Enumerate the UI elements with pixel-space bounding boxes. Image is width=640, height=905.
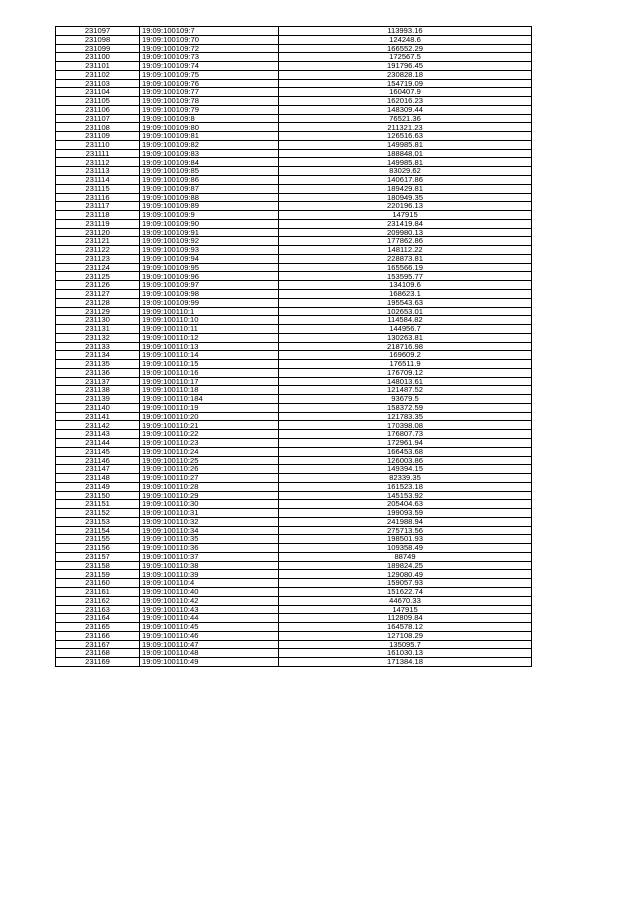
cadastral-code-cell: 19:09:100110:44 (140, 614, 279, 623)
amount-cell: 218716.98 (279, 342, 532, 351)
row-id-cell: 231098 (56, 35, 140, 44)
table-row (56, 44, 532, 53)
amount-cell: 149394.15 (279, 465, 532, 474)
row-id-cell: 231105 (56, 97, 140, 106)
amount-cell: 171384.18 (279, 658, 532, 667)
cadastral-code-cell: 19:09:100109:95 (140, 263, 279, 272)
row-id-cell: 231100 (56, 53, 140, 62)
amount-cell: 134109.6 (279, 281, 532, 290)
cadastral-code-cell: 19:09:100110:28 (140, 482, 279, 491)
cadastral-code-cell: 19:09:100110:1 (140, 307, 279, 316)
cadastral-code-cell: 19:09:100109:74 (140, 62, 279, 71)
table-row (56, 500, 532, 509)
row-id-cell: 231127 (56, 289, 140, 298)
table-row (56, 509, 532, 518)
table-row (56, 35, 532, 44)
table-row (56, 640, 532, 649)
amount-cell: 102653.01 (279, 307, 532, 316)
row-id-cell: 231155 (56, 535, 140, 544)
table-row (56, 623, 532, 632)
amount-cell: 140617.86 (279, 176, 532, 185)
table-row (56, 351, 532, 360)
amount-cell: 162016.23 (279, 97, 532, 106)
table-row (56, 395, 532, 404)
row-id-cell: 231125 (56, 272, 140, 281)
amount-cell: 168623.1 (279, 289, 532, 298)
cadastral-code-cell: 19:09:100110:45 (140, 623, 279, 632)
amount-cell: 161030.13 (279, 649, 532, 658)
cadastral-code-cell: 19:09:100110:37 (140, 552, 279, 561)
cadastral-code-cell: 19:09:100109:88 (140, 193, 279, 202)
row-id-cell: 231130 (56, 316, 140, 325)
cadastral-code-cell: 19:09:100110:17 (140, 377, 279, 386)
cadastral-code-cell: 19:09:100109:75 (140, 70, 279, 79)
table-row (56, 105, 532, 114)
table-row (56, 491, 532, 500)
cadastral-code-cell: 19:09:100110:24 (140, 447, 279, 456)
cadastral-code-cell: 19:09:100110:22 (140, 430, 279, 439)
table-row (56, 27, 532, 36)
row-id-cell: 231099 (56, 44, 140, 53)
row-id-cell: 231106 (56, 105, 140, 114)
row-id-cell: 231122 (56, 246, 140, 255)
table-row (56, 114, 532, 123)
row-id-cell: 231154 (56, 526, 140, 535)
table-row (56, 193, 532, 202)
amount-cell: 112809.84 (279, 614, 532, 623)
cadastral-code-cell: 19:09:100110:31 (140, 509, 279, 518)
row-id-cell: 231166 (56, 631, 140, 640)
table-row (56, 70, 532, 79)
table-row (56, 281, 532, 290)
amount-cell: 148309.44 (279, 105, 532, 114)
row-id-cell: 231126 (56, 281, 140, 290)
cadastral-code-cell: 19:09:100110:42 (140, 596, 279, 605)
cadastral-code-cell: 19:09:100109:94 (140, 254, 279, 263)
cadastral-code-cell: 19:09:100109:98 (140, 289, 279, 298)
table-row (56, 456, 532, 465)
amount-cell: 161523.18 (279, 482, 532, 491)
table-row (56, 552, 532, 561)
table-row (56, 79, 532, 88)
cadastral-code-cell: 19:09:100109:73 (140, 53, 279, 62)
amount-cell: 211321.23 (279, 123, 532, 132)
amount-cell: 189429.81 (279, 184, 532, 193)
cadastral-code-cell: 19:09:100109:80 (140, 123, 279, 132)
cadastral-code-cell: 19:09:100110:38 (140, 561, 279, 570)
row-id-cell: 231143 (56, 430, 140, 439)
table-row (56, 228, 532, 237)
table-row (56, 272, 532, 281)
cadastral-code-cell: 19:09:100109:87 (140, 184, 279, 193)
amount-cell: 195543.63 (279, 298, 532, 307)
amount-cell: 159057.93 (279, 579, 532, 588)
row-id-cell: 231118 (56, 211, 140, 220)
amount-cell: 126003.86 (279, 456, 532, 465)
table-row (56, 298, 532, 307)
row-id-cell: 231120 (56, 228, 140, 237)
row-id-cell: 231107 (56, 114, 140, 123)
amount-cell: 166453.68 (279, 447, 532, 456)
table-row (56, 246, 532, 255)
table-row (56, 211, 532, 220)
cadastral-code-cell: 19:09:100110:49 (140, 658, 279, 667)
cadastral-code-cell: 19:09:100109:9 (140, 211, 279, 220)
cadastral-code-cell: 19:09:100109:77 (140, 88, 279, 97)
amount-cell: 144956.7 (279, 325, 532, 334)
data-table (55, 26, 532, 667)
amount-cell: 44670.33 (279, 596, 532, 605)
table-row (56, 588, 532, 597)
amount-cell: 172961.94 (279, 438, 532, 447)
amount-cell: 230828.18 (279, 70, 532, 79)
table-row (56, 447, 532, 456)
row-id-cell: 231150 (56, 491, 140, 500)
table-row (56, 289, 532, 298)
row-id-cell: 231103 (56, 79, 140, 88)
row-id-cell: 231123 (56, 254, 140, 263)
table-row (56, 316, 532, 325)
amount-cell: 88749 (279, 552, 532, 561)
row-id-cell: 231159 (56, 570, 140, 579)
table-row (56, 412, 532, 421)
cadastral-code-cell: 19:09:100110:4 (140, 579, 279, 588)
row-id-cell: 231149 (56, 482, 140, 491)
table-row (56, 570, 532, 579)
amount-cell: 148112.22 (279, 246, 532, 255)
row-id-cell: 231132 (56, 333, 140, 342)
row-id-cell: 231108 (56, 123, 140, 132)
amount-cell: 165566.19 (279, 263, 532, 272)
amount-cell: 164578.12 (279, 623, 532, 632)
cadastral-code-cell: 19:09:100110:25 (140, 456, 279, 465)
cadastral-code-cell: 19:09:100109:72 (140, 44, 279, 53)
row-id-cell: 231151 (56, 500, 140, 509)
table-row (56, 386, 532, 395)
amount-cell: 135095.7 (279, 640, 532, 649)
cadastral-code-cell: 19:09:100109:92 (140, 237, 279, 246)
amount-cell: 220196.13 (279, 202, 532, 211)
amount-cell: 126516.63 (279, 132, 532, 141)
table-row (56, 97, 532, 106)
cadastral-code-cell: 19:09:100109:90 (140, 219, 279, 228)
cadastral-code-cell: 19:09:100109:7 (140, 27, 279, 36)
cadastral-code-cell: 19:09:100110:40 (140, 588, 279, 597)
amount-cell: 82339.35 (279, 474, 532, 483)
table-row (56, 184, 532, 193)
row-id-cell: 231161 (56, 588, 140, 597)
cadastral-code-cell: 19:09:100110:27 (140, 474, 279, 483)
amount-cell: 93679.5 (279, 395, 532, 404)
row-id-cell: 231128 (56, 298, 140, 307)
cadastral-code-cell: 19:09:100109:85 (140, 167, 279, 176)
table-row (56, 360, 532, 369)
cadastral-code-cell: 19:09:100109:93 (140, 246, 279, 255)
table-row (56, 535, 532, 544)
row-id-cell: 231146 (56, 456, 140, 465)
cadastral-code-cell: 19:09:100110:39 (140, 570, 279, 579)
row-id-cell: 231138 (56, 386, 140, 395)
table-row (56, 649, 532, 658)
amount-cell: 130263.81 (279, 333, 532, 342)
amount-cell: 148013.61 (279, 377, 532, 386)
amount-cell: 198501.93 (279, 535, 532, 544)
row-id-cell: 231139 (56, 395, 140, 404)
table-row (56, 88, 532, 97)
cadastral-code-cell: 19:09:100109:84 (140, 158, 279, 167)
row-id-cell: 231111 (56, 149, 140, 158)
amount-cell: 114584.82 (279, 316, 532, 325)
amount-cell: 121783.35 (279, 412, 532, 421)
amount-cell: 189824.25 (279, 561, 532, 570)
row-id-cell: 231148 (56, 474, 140, 483)
amount-cell: 158372.59 (279, 403, 532, 412)
amount-cell: 145153.92 (279, 491, 532, 500)
amount-cell: 83029.62 (279, 167, 532, 176)
table-row (56, 605, 532, 614)
cadastral-code-cell: 19:09:100109:83 (140, 149, 279, 158)
amount-cell: 191796.45 (279, 62, 532, 71)
table-row (56, 123, 532, 132)
row-id-cell: 231169 (56, 658, 140, 667)
cadastral-code-cell: 19:09:100110:29 (140, 491, 279, 500)
table-row (56, 132, 532, 141)
table-row (56, 430, 532, 439)
row-id-cell: 231157 (56, 552, 140, 561)
amount-cell: 231419.84 (279, 219, 532, 228)
amount-cell: 176709.12 (279, 368, 532, 377)
cadastral-code-cell: 19:09:100109:81 (140, 132, 279, 141)
cadastral-code-cell: 19:09:100110:12 (140, 333, 279, 342)
table-row (56, 421, 532, 430)
amount-cell: 147915 (279, 605, 532, 614)
row-id-cell: 231168 (56, 649, 140, 658)
amount-cell: 124248.6 (279, 35, 532, 44)
table-row (56, 140, 532, 149)
row-id-cell: 231147 (56, 465, 140, 474)
table-row (56, 377, 532, 386)
cadastral-code-cell: 19:09:100110:34 (140, 526, 279, 535)
cadastral-code-cell: 19:09:100110:47 (140, 640, 279, 649)
amount-cell: 177862.86 (279, 237, 532, 246)
amount-cell: 149985.81 (279, 140, 532, 149)
amount-cell: 172567.5 (279, 53, 532, 62)
cadastral-code-cell: 19:09:100110:26 (140, 465, 279, 474)
row-id-cell: 231134 (56, 351, 140, 360)
row-id-cell: 231136 (56, 368, 140, 377)
amount-cell: 199093.59 (279, 509, 532, 518)
table-row (56, 263, 532, 272)
row-id-cell: 231109 (56, 132, 140, 141)
amount-cell: 127108.29 (279, 631, 532, 640)
row-id-cell: 231117 (56, 202, 140, 211)
table-row (56, 307, 532, 316)
amount-cell: 151622.74 (279, 588, 532, 597)
row-id-cell: 231137 (56, 377, 140, 386)
amount-cell: 209980.13 (279, 228, 532, 237)
cadastral-code-cell: 19:09:100110:16 (140, 368, 279, 377)
cadastral-code-cell: 19:09:100109:76 (140, 79, 279, 88)
row-id-cell: 231165 (56, 623, 140, 632)
row-id-cell: 231135 (56, 360, 140, 369)
row-id-cell: 231144 (56, 438, 140, 447)
cadastral-code-cell: 19:09:100109:79 (140, 105, 279, 114)
amount-cell: 275713.56 (279, 526, 532, 535)
table-row (56, 465, 532, 474)
cadastral-code-cell: 19:09:100109:97 (140, 281, 279, 290)
table-row (56, 368, 532, 377)
amount-cell: 188848.01 (279, 149, 532, 158)
row-id-cell: 231133 (56, 342, 140, 351)
amount-cell: 180949.35 (279, 193, 532, 202)
cadastral-code-cell: 19:09:100110:43 (140, 605, 279, 614)
amount-cell: 170398.08 (279, 421, 532, 430)
row-id-cell: 231121 (56, 237, 140, 246)
row-id-cell: 231140 (56, 403, 140, 412)
cadastral-code-cell: 19:09:100110:184 (140, 395, 279, 404)
row-id-cell: 231156 (56, 544, 140, 553)
row-id-cell: 231131 (56, 325, 140, 334)
table-row (56, 149, 532, 158)
amount-cell: 129080.49 (279, 570, 532, 579)
amount-cell: 154719.09 (279, 79, 532, 88)
row-id-cell: 231158 (56, 561, 140, 570)
cadastral-code-cell: 19:09:100110:46 (140, 631, 279, 640)
table-row (56, 176, 532, 185)
cadastral-code-cell: 19:09:100110:20 (140, 412, 279, 421)
cadastral-code-cell: 19:09:100109:8 (140, 114, 279, 123)
row-id-cell: 231119 (56, 219, 140, 228)
row-id-cell: 231101 (56, 62, 140, 71)
cadastral-code-cell: 19:09:100110:36 (140, 544, 279, 553)
table-row (56, 202, 532, 211)
row-id-cell: 231142 (56, 421, 140, 430)
table-row (56, 219, 532, 228)
amount-cell: 241988.94 (279, 517, 532, 526)
table-row (56, 596, 532, 605)
cadastral-code-cell: 19:09:100110:32 (140, 517, 279, 526)
row-id-cell: 231097 (56, 27, 140, 36)
row-id-cell: 231167 (56, 640, 140, 649)
table-row (56, 403, 532, 412)
table-row (56, 544, 532, 553)
cadastral-code-cell: 19:09:100109:82 (140, 140, 279, 149)
amount-cell: 109358.49 (279, 544, 532, 553)
row-id-cell: 231110 (56, 140, 140, 149)
amount-cell: 147915 (279, 211, 532, 220)
cadastral-code-cell: 19:09:100110:30 (140, 500, 279, 509)
row-id-cell: 231153 (56, 517, 140, 526)
cadastral-code-cell: 19:09:100110:19 (140, 403, 279, 412)
amount-cell: 176807.73 (279, 430, 532, 439)
cadastral-code-cell: 19:09:100110:11 (140, 325, 279, 334)
cadastral-code-cell: 19:09:100109:96 (140, 272, 279, 281)
table-row (56, 614, 532, 623)
row-id-cell: 231116 (56, 193, 140, 202)
table-row (56, 62, 532, 71)
cadastral-code-cell: 19:09:100110:14 (140, 351, 279, 360)
table-row (56, 517, 532, 526)
row-id-cell: 231163 (56, 605, 140, 614)
table-row (56, 158, 532, 167)
row-id-cell: 231160 (56, 579, 140, 588)
cadastral-code-cell: 19:09:100110:48 (140, 649, 279, 658)
amount-cell: 176511.9 (279, 360, 532, 369)
table-row (56, 658, 532, 667)
cadastral-code-cell: 19:09:100109:78 (140, 97, 279, 106)
table-row (56, 237, 532, 246)
amount-cell: 160407.9 (279, 88, 532, 97)
row-id-cell: 231145 (56, 447, 140, 456)
cadastral-code-cell: 19:09:100110:21 (140, 421, 279, 430)
cadastral-code-cell: 19:09:100109:91 (140, 228, 279, 237)
row-id-cell: 231152 (56, 509, 140, 518)
table-row (56, 167, 532, 176)
cadastral-code-cell: 19:09:100110:18 (140, 386, 279, 395)
row-id-cell: 231164 (56, 614, 140, 623)
table-row (56, 342, 532, 351)
table-row (56, 631, 532, 640)
cadastral-code-cell: 19:09:100110:35 (140, 535, 279, 544)
cadastral-code-cell: 19:09:100109:70 (140, 35, 279, 44)
table-row (56, 526, 532, 535)
cadastral-code-cell: 19:09:100110:15 (140, 360, 279, 369)
cadastral-code-cell: 19:09:100109:99 (140, 298, 279, 307)
amount-cell: 205404.63 (279, 500, 532, 509)
table-row (56, 579, 532, 588)
amount-cell: 166552.29 (279, 44, 532, 53)
amount-cell: 169609.2 (279, 351, 532, 360)
amount-cell: 76521.36 (279, 114, 532, 123)
amount-cell: 113993.16 (279, 27, 532, 36)
row-id-cell: 231162 (56, 596, 140, 605)
row-id-cell: 231115 (56, 184, 140, 193)
table-body (56, 27, 532, 667)
row-id-cell: 231104 (56, 88, 140, 97)
table-row (56, 325, 532, 334)
amount-cell: 153595.77 (279, 272, 532, 281)
table-row (56, 482, 532, 491)
cadastral-code-cell: 19:09:100110:10 (140, 316, 279, 325)
amount-cell: 228873.81 (279, 254, 532, 263)
cadastral-code-cell: 19:09:100109:86 (140, 176, 279, 185)
row-id-cell: 231102 (56, 70, 140, 79)
table-row (56, 474, 532, 483)
row-id-cell: 231112 (56, 158, 140, 167)
row-id-cell: 231141 (56, 412, 140, 421)
row-id-cell: 231129 (56, 307, 140, 316)
cadastral-code-cell: 19:09:100109:89 (140, 202, 279, 211)
amount-cell: 149985.81 (279, 158, 532, 167)
row-id-cell: 231124 (56, 263, 140, 272)
table-row (56, 53, 532, 62)
table-row (56, 561, 532, 570)
cadastral-code-cell: 19:09:100110:13 (140, 342, 279, 351)
row-id-cell: 231114 (56, 176, 140, 185)
table-row (56, 254, 532, 263)
table-row (56, 438, 532, 447)
row-id-cell: 231113 (56, 167, 140, 176)
table-row (56, 333, 532, 342)
cadastral-code-cell: 19:09:100110:23 (140, 438, 279, 447)
amount-cell: 121487.52 (279, 386, 532, 395)
